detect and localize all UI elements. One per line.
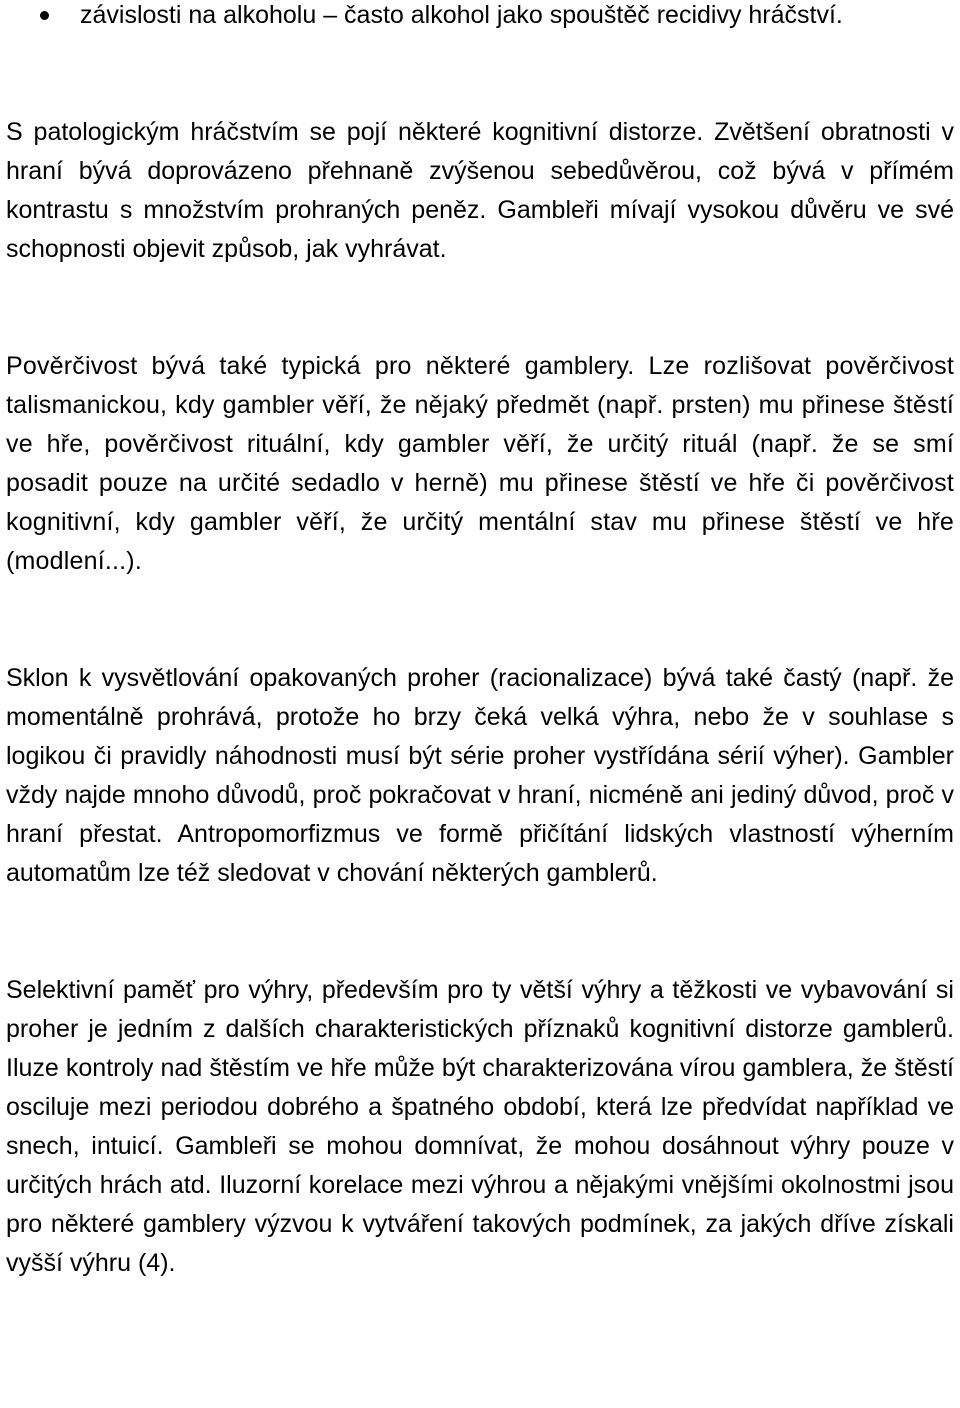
paragraph-rationalization: Sklon k vysvětlování opakovaných proher (racionalizace) bývá také častý (např. že momentálně prohrává, protože ho brzy čeká velká výhra, nebo že v souhlase s logikou či pravidly náhodnosti musí být série proher vystřídána sérií výher). Gambler vždy najde mnoho důvodů, proč pokračovat v hraní, nicméně ani jediný důvod, proč v hraní přestat. Antropomorfizmus ve formě přičítání lidských vlastností výherním automatům lze též sledovat v chování některých gamblerů.: [6, 664, 954, 887]
bullet-icon: [40, 11, 49, 20]
paragraph-selective-memory: Selektivní paměť pro výhry, především pro ty větší výhry a těžkosti ve vybavování si proher je jedním z dalších charakteristických příznaků kognitivní distorze gamblerů. Iluze kontroly nad štěstím ve hře může být charakterizována vírou gamblera, že štěstí osciluje mezi periodou dobrého a špatného období, která lze předvídat například ve snech, intuicí. Gambleři se mohou domnívat, že mohou dosáhnout výhry pouze v určitých hrách atd. Iluzorní korelace mezi výhrou a nějakými vnějšími okolnostmi jsou pro některé gamblery výzvou k vytváření takových podmínek, za jakých dříve získali vyšší výhru (4).: [6, 976, 954, 1277]
document-page: [6, 0, 954, 1283]
paragraph-superstition: Pověrčivost bývá také typická pro některé gamblery. Lze rozlišovat pověrčivost talismanickou, kdy gambler věří, že nějaký předmět (např. prsten) mu přinese štěstí ve hře, pověrčivost rituální, kdy gambler věří, že určitý rituál (např. že se smí posadit pouze na určité sedadlo v herně) mu přinese štěstí ve hře či pověrčivost kognitivní, kdy gambler věří, že určitý mentální stav mu přinese štěstí ve hře (modlení...).: [6, 352, 954, 575]
list-item: [6, 0, 954, 35]
list-item-text: závislosti na alkoholu – často alkohol jako spouštěč recidivy hráčství.: [80, 1, 843, 29]
paragraph-cognitive-distortions: S patologickým hráčstvím se pojí některé kognitivní distorze. Zvětšení obratnosti v hraní bývá doprovázeno přehnaně zvýšenou sebedůvěrou, což bývá v přímém kontrastu s množstvím prohraných peněz. Gambleři mívají vysokou důvěru ve své schopnosti objevit způsob, jak vyhrávat.: [6, 118, 954, 263]
